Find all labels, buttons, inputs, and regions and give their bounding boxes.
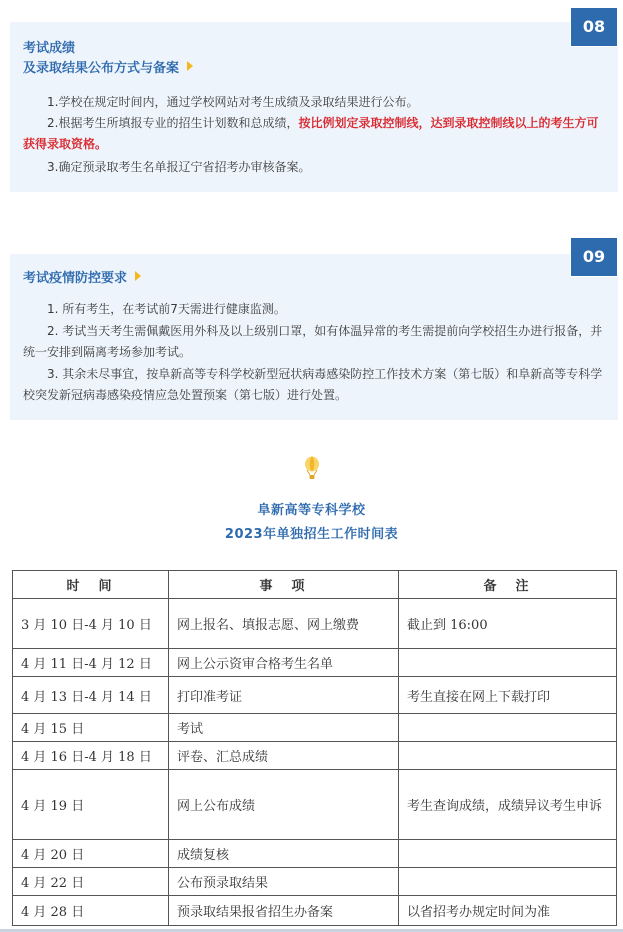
schedule-table (12, 570, 617, 926)
section-number-badge: 08 (570, 7, 618, 47)
table-row (13, 649, 617, 677)
note-cell (399, 868, 617, 896)
time-cell: 4 月 22 日 (13, 868, 169, 896)
section-08-title (23, 39, 193, 79)
section-09-paragraph-1: 1. 所有考生，在考试前7天需进行健康监测。 (47, 302, 286, 316)
time-cell: 4 月 13 日-4 月 14 日 (13, 677, 169, 714)
section-09-card (10, 247, 618, 420)
table-row (13, 742, 617, 770)
column-header-item: 事 项 (169, 571, 399, 599)
note-cell: 考生查询成绩，成绩异议考生申诉 (399, 770, 617, 840)
column-header-note: 备 注 (399, 571, 617, 599)
item-cell: 网上报名、填报志愿、网上缴费 (169, 599, 399, 649)
table-header-row (13, 571, 617, 599)
triangle-right-icon (135, 271, 141, 281)
item-cell: 预录取结果报省招生办备案 (169, 896, 399, 926)
section-09-paragraph-3: 3. 其余未尽事宜，按阜新高等专科学校新型冠状病毒感染防控工作技术方案（第七版）和阜新高等专科学校突发新冠病毒感染疫情应急处置预案（第七版）进行处置。 (23, 367, 603, 402)
table-row (13, 896, 617, 926)
time-cell: 4 月 28 日 (13, 896, 169, 926)
hot-air-balloon-icon (304, 456, 320, 480)
item-cell: 网上公示资审合格考生名单 (169, 649, 399, 677)
schedule-title: 2023年单独招生工作时间表 (224, 527, 399, 542)
table-row (13, 868, 617, 896)
table-row (13, 677, 617, 714)
table-row (13, 770, 617, 840)
note-cell: 以省招考办规定时间为准 (399, 896, 617, 926)
section-08-card (10, 17, 618, 192)
section-08-title-line1: 考试成绩 (23, 41, 76, 56)
table-row (13, 840, 617, 868)
item-cell: 打印准考证 (169, 677, 399, 714)
note-cell (399, 742, 617, 770)
section-08-paragraph-3: 3.确定预录取考生名单报辽宁省招考办审核备案。 (47, 160, 311, 174)
item-cell: 公布预录取结果 (169, 868, 399, 896)
time-cell: 4 月 16 日-4 月 18 日 (13, 742, 169, 770)
note-cell (399, 714, 617, 742)
section-08-paragraph-2: 2.根据考生所填报专业的招生计划数和总成绩，按比例划定录取控制线，达到录取控制线以上的考生方可获得录取资格。 (23, 116, 599, 151)
section-08-paragraph-1: 1.学校在规定时间内，通过学校网站对考生成绩及录取结果进行公布。 (47, 95, 419, 109)
note-cell: 考生直接在网上下载打印 (399, 677, 617, 714)
school-name: 阜新高等专科学校 (257, 503, 366, 518)
section-08-title-line2: 及录取结果公布方式与备案 (23, 59, 193, 79)
section-09-title: 考试疫情防控要求 (23, 269, 141, 289)
item-cell: 评卷、汇总成绩 (169, 742, 399, 770)
table-row (13, 714, 617, 742)
time-cell: 4 月 20 日 (13, 840, 169, 868)
note-cell (399, 840, 617, 868)
item-cell: 考试 (169, 714, 399, 742)
time-cell: 4 月 15 日 (13, 714, 169, 742)
triangle-right-icon (187, 61, 193, 71)
note-cell: 截止到 16:00 (399, 599, 617, 649)
note-cell (399, 649, 617, 677)
time-cell: 4 月 19 日 (13, 770, 169, 840)
item-cell: 成绩复核 (169, 840, 399, 868)
section-09-paragraph-2: 2. 考试当天考生需佩戴医用外科及以上级别口罩，如有体温异常的考生需提前向学校招生办进行报备，并统一安排到隔离考场参加考试。 (23, 324, 603, 359)
time-cell: 3 月 10 日-4 月 10 日 (13, 599, 169, 649)
column-header-time: 时 间 (13, 571, 169, 599)
section-number-badge: 09 (570, 237, 618, 277)
table-row (13, 599, 617, 649)
highlight-text: 按比例划定录取控制线，达到录取控制线以上的考生方可获得录取资格。 (23, 116, 599, 151)
item-cell: 网上公布成绩 (169, 770, 399, 840)
time-cell: 4 月 11 日-4 月 12 日 (13, 649, 169, 677)
